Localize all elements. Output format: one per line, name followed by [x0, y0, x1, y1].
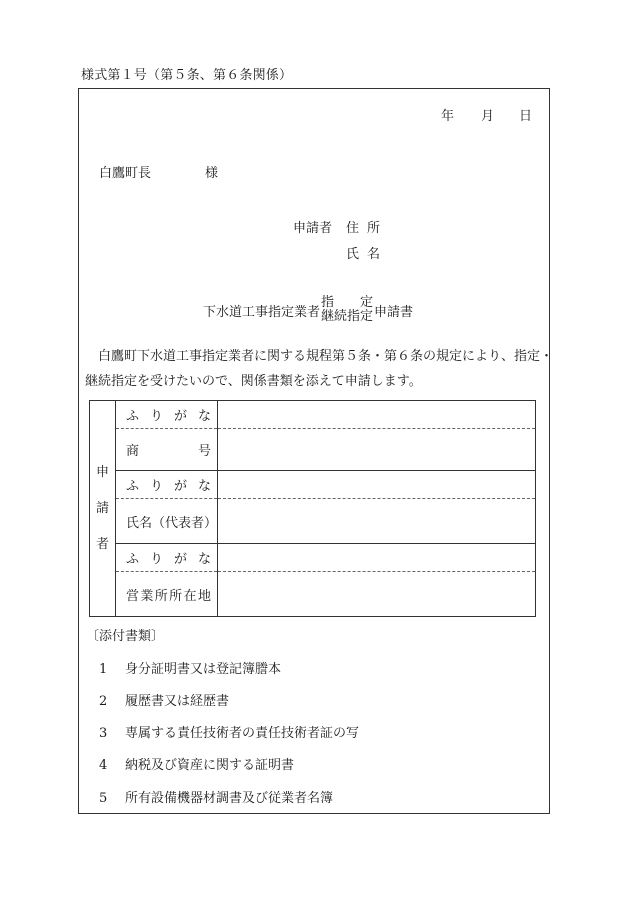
date-month-label: 月	[481, 109, 495, 124]
spread-text	[126, 585, 217, 604]
label-char: が	[173, 552, 187, 567]
attachments-header: 〔添付書類〕	[86, 629, 165, 644]
attachment-item	[99, 787, 333, 806]
attachment-number: 4	[99, 758, 108, 773]
side-label-char: 者	[95, 536, 109, 552]
attachment-text: 身分証明書又は登記簿謄本	[125, 662, 282, 677]
label-char: が	[173, 409, 187, 424]
company-name-label	[116, 429, 218, 471]
addressee-name: 白鷹町長	[99, 166, 152, 181]
label-char: り	[149, 479, 163, 494]
attachment-item	[99, 754, 294, 773]
table-row	[90, 572, 536, 617]
label-char: ふ	[126, 552, 140, 567]
body-paragraph: 白鷹町下水道工事指定業者に関する規程第５条・第６条の規定により、指定・継続指定を受けたいので、関係書類を添えて申請します。	[85, 349, 554, 389]
title-stack	[321, 296, 373, 324]
representative-kana-field[interactable]	[218, 471, 536, 499]
addressee-honorific: 様	[205, 166, 219, 181]
applicant-address-label: 住所	[346, 221, 389, 236]
kana-label	[116, 471, 218, 499]
form-number: 様式第１号（第５条、第６条関係）	[81, 68, 293, 83]
label-char: 在	[183, 588, 197, 604]
attachment-text: 履歴書又は経歴書	[125, 694, 230, 709]
side-label-char: 申	[95, 464, 109, 480]
title-prefix: 下水道工事指定業者	[203, 304, 321, 320]
label-char: 業	[140, 588, 154, 604]
spread-text	[126, 440, 217, 459]
attachment-item	[99, 690, 229, 709]
title-suffix: 申請書	[374, 304, 414, 320]
applicant-label: 申請者	[293, 221, 333, 236]
attachment-text: 所有設備機器材調書及び従業者名簿	[125, 791, 334, 806]
office-address-field[interactable]	[218, 572, 536, 617]
company-name-field[interactable]	[218, 429, 536, 471]
label-char: り	[149, 552, 163, 567]
label-char: り	[149, 409, 163, 424]
spread-text	[126, 405, 217, 424]
kana-label	[116, 401, 218, 429]
title-stack-top: 指 定	[321, 295, 374, 310]
office-kana-field[interactable]	[218, 544, 536, 572]
attachment-number: 5	[99, 791, 108, 806]
applicant-name-label: 氏名	[346, 247, 389, 262]
spread-text	[126, 548, 217, 567]
applicant-table	[89, 400, 536, 617]
label-char: 商	[126, 444, 140, 459]
attachment-number: 3	[99, 726, 108, 741]
spread-text	[126, 475, 217, 494]
table-row	[90, 544, 536, 572]
attachment-item	[99, 658, 281, 677]
attachment-text: 専属する責任技術者の責任技術者証の写	[125, 726, 360, 741]
table-row	[90, 429, 536, 471]
label-char: 所	[169, 588, 183, 604]
label-char: 営	[126, 588, 140, 604]
attachment-number: 2	[99, 694, 108, 709]
table-row	[90, 401, 536, 429]
side-label-char: 請	[95, 500, 109, 516]
date-day-label: 日	[519, 109, 533, 124]
representative-name-label: 氏名（代表者）	[116, 499, 218, 544]
attachment-text: 納税及び資産に関する証明書	[125, 758, 295, 773]
label-char: 所	[154, 588, 168, 604]
label-char: 号	[197, 444, 211, 459]
attachment-item	[99, 722, 359, 741]
label-char: な	[197, 552, 211, 567]
label-char: な	[197, 479, 211, 494]
table-row	[90, 499, 536, 544]
attachment-number: 1	[99, 662, 108, 677]
label-char: が	[173, 479, 187, 494]
side-label	[90, 401, 116, 617]
table-row	[90, 471, 536, 499]
document-title	[203, 296, 413, 324]
title-stack-bottom: 継続指定	[321, 309, 374, 324]
representative-name-field[interactable]	[218, 499, 536, 544]
kana-label	[116, 544, 218, 572]
label-char: ふ	[126, 409, 140, 424]
company-kana-field[interactable]	[218, 401, 536, 429]
label-char: ふ	[126, 479, 140, 494]
label-char: な	[197, 409, 211, 424]
label-char: 地	[197, 588, 211, 604]
date-year-label: 年	[441, 109, 455, 124]
office-address-label	[116, 572, 218, 617]
